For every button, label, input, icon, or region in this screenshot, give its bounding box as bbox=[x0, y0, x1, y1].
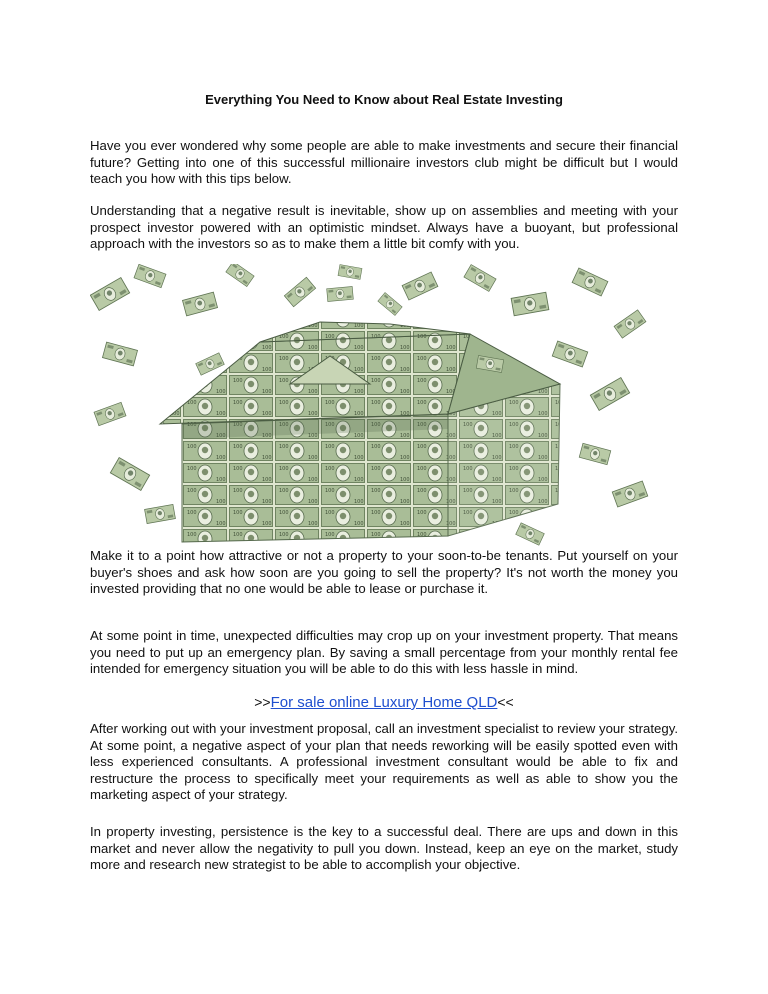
link-prefix: >> bbox=[254, 694, 271, 710]
paragraph-mindset: Understanding that a negative result is inevitable, show up on assemblies and meeting with your prospect investor powered with an optimistic mindset. Always have a buoyant, but professional approach with the investors so as to make them a little bit comfy with you. bbox=[90, 203, 678, 252]
money-house-image bbox=[90, 264, 656, 548]
paragraph-emergency-plan: At some point in time, unexpected difficulties may crop up on your investment property. That means you need to put up an emergency plan. By saving a small percentage from your monthly rental fee intended for emergency situation you will be able to do this with less hassle in mind. bbox=[90, 628, 678, 677]
money-house-illustration bbox=[90, 264, 656, 548]
paragraph-consultant: After working out with your investment proposal, call an investment specialist to review your strategy. At some point, a negative aspect of your plan that needs reworking will be easily spotted even with less experienced consultants. A professional investment consultant would be able to fix and restructure the process to specifically meet your requirements as well as able to show you the marketing aspect of your strategy. bbox=[90, 721, 678, 803]
flying-banknote bbox=[327, 287, 354, 302]
paragraph-intro: Have you ever wondered why some people are able to make investments and secure their financial future? Getting into one of this successful millionaire investors club might be difficult but I would teach you how with this tips below. bbox=[90, 138, 678, 187]
document-title: Everything You Need to Know about Real Estate Investing bbox=[205, 92, 563, 107]
luxury-home-link[interactable]: For sale online Luxury Home QLD bbox=[270, 694, 498, 711]
promo-link-line bbox=[90, 693, 678, 712]
paragraph-attractiveness: Make it to a point how attractive or not a property to your soon-to-be tenants. Put yourself on your buyer's shoes and ask how soon are you going to sell the property? It's not worth the money you invested providing that no one would be able to lease or purchase it. bbox=[90, 548, 678, 597]
link-suffix: << bbox=[497, 694, 514, 710]
paragraph-persistence: In property investing, persistence is the key to a successful deal. There are ups and down in this market and never allow the negativity to pull you down. Instead, keep an eye on the market, study more and research new strategist to be able to accomplish your objective. bbox=[90, 824, 678, 873]
